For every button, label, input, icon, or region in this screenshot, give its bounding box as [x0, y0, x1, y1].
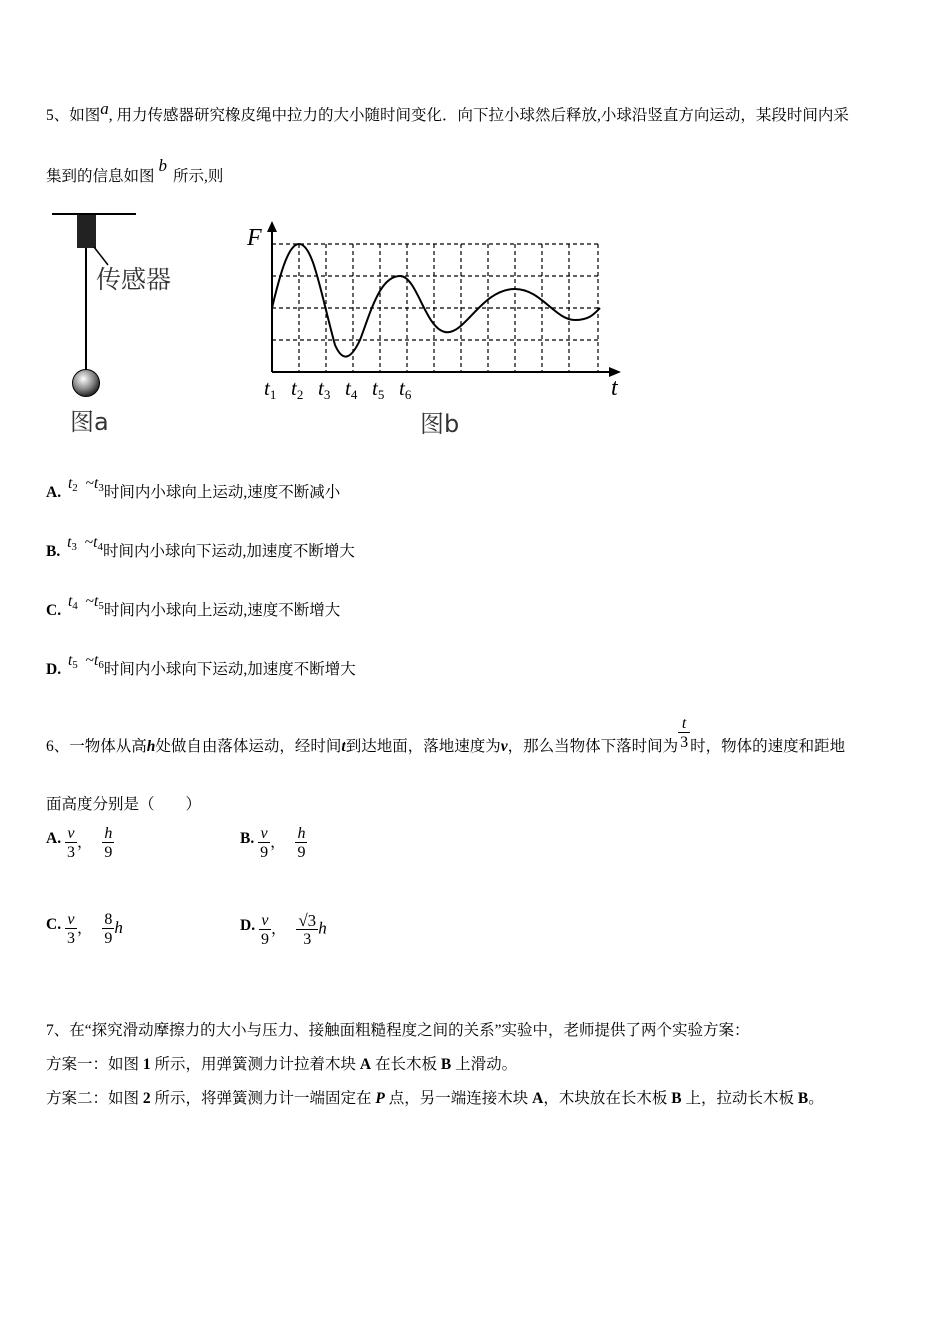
option-letter: C. — [46, 602, 62, 619]
option-fraction-1: $\frac{v}{3}$ — [66, 825, 75, 861]
sensor-label: 传感器 — [96, 265, 172, 294]
option-fraction-2: $\frac{h}{9}$ — [297, 825, 306, 861]
y-axis-label: F — [247, 225, 262, 251]
option-from: t — [67, 652, 73, 669]
q6-option-b[interactable]: B. $\frac{v}{9}$ ， $\frac{h}{9}$ — [240, 825, 306, 861]
y-axis-arrow — [267, 221, 277, 232]
option-text: 时间内小球向上运动,速度不断增大 — [103, 602, 341, 619]
figure-b — [245, 215, 635, 445]
tick-t1: t1 — [264, 376, 277, 402]
tick-t4: t4 — [345, 376, 358, 402]
option-letter: A. — [46, 484, 62, 501]
q7-line2: 方案一：如图 1 所示，用弹簧测力计拉着木块 A 在长木板 B 上滑动。 — [46, 1056, 518, 1073]
q6-line1: 6、一物体从高h处做自由落体运动，经时间t到达地面，落地速度为v，那么当物体下落时间为 $\frac{t}{3}$ 时，物体的速度和距地 — [46, 715, 846, 756]
option-letter: D. — [46, 661, 62, 678]
ball — [73, 370, 100, 397]
sensor-leader-line — [94, 247, 108, 265]
q5-option-a[interactable]: A. $t_2$ $\sim t_3$时间内小球向上运动,速度不断减小 — [46, 475, 341, 501]
x-axis-label: t — [611, 375, 618, 401]
option-fraction-1: $\frac{v}{3}$ — [66, 911, 75, 947]
q5-line2 — [46, 156, 224, 186]
q7-line3: 方案二：如图 2 所示，将弹簧测力计一端固定在 P 点，另一端连接木块 A，木块放在长木板 B 上，拉动长木板 B。 — [46, 1090, 824, 1107]
option-fraction-1: $\frac{v}{9}$ — [260, 825, 269, 861]
q5-option-d[interactable]: D. $t_5$ $\sim t_6$时间内小球向下运动,加速度不断增大 — [46, 652, 356, 678]
q6-option-a[interactable]: A. $\frac{v}{3}$ ， $\frac{h}{9}$ — [46, 825, 113, 861]
tick-t6: t6 — [399, 376, 412, 402]
option-letter: B. — [46, 543, 61, 560]
q6-option-c[interactable]: C. $\frac{v}{3}$ ， $\frac{8}{9}$ h — [46, 911, 123, 947]
q5-option-b[interactable]: B. $t_3$ $\sim t_4$时间内小球向下运动,加速度不断增大 — [46, 534, 355, 560]
sensor-block — [77, 215, 96, 248]
q5-line1 — [46, 99, 849, 125]
option-text: 时间内小球向下运动,加速度不断增大 — [103, 661, 356, 678]
fig-a-ref: a — [100, 99, 109, 118]
q6-line2: 面高度分别是（ ） — [46, 796, 202, 813]
option-text: 时间内小球向下运动,加速度不断增大 — [102, 543, 355, 560]
tick-t2: t2 — [291, 376, 304, 402]
q6-option-d[interactable]: D. $\frac{v}{9}$ ， $\frac{√3}{3}$ h — [240, 911, 327, 948]
q5-line2-post: 所示,则 — [173, 168, 224, 185]
q5-line1-post: , 用力传感器研究橡皮绳中拉力的大小随时间变化．向下拉小球然后释放,小球沿竖直方向运动，某段时间内采 — [108, 107, 849, 124]
option-fraction-1: $\frac{v}{9}$ — [260, 911, 269, 948]
fig-b-ref: b — [158, 156, 168, 175]
option-from: t — [67, 593, 73, 610]
option-from: t — [67, 475, 73, 492]
q5-line2-pre: 集到的信息如图 — [46, 168, 155, 185]
figure-a-caption: 图a — [70, 408, 109, 436]
grid — [272, 244, 598, 372]
q5-option-c[interactable]: C. $t_4$ $\sim t_5$时间内小球向上运动,速度不断增大 — [46, 593, 341, 619]
figure-b-caption: 图b — [420, 410, 460, 438]
option-fraction-2: $\frac{8}{9}$ — [104, 911, 113, 947]
option-text: 时间内小球向上运动,速度不断减小 — [103, 484, 341, 501]
option-fraction-2: $\frac{√3}{3}$ — [298, 911, 317, 948]
tick-t3: t3 — [318, 376, 331, 402]
option-from: t — [67, 534, 72, 551]
q7-line1: 7、在“探究滑动摩擦力的大小与压力、接触面粗糙程度之间的关系”实验中，老师提供了两个实验方案： — [46, 1022, 750, 1039]
tick-labels — [264, 376, 412, 402]
q6-time-fraction: $\frac{t}{3}$ — [680, 715, 689, 751]
option-fraction-2: $\frac{h}{9}$ — [104, 825, 113, 861]
tick-t5: t5 — [372, 376, 385, 402]
figure-a — [50, 205, 200, 440]
q5-line1-pre: 5、如图 — [46, 107, 101, 124]
